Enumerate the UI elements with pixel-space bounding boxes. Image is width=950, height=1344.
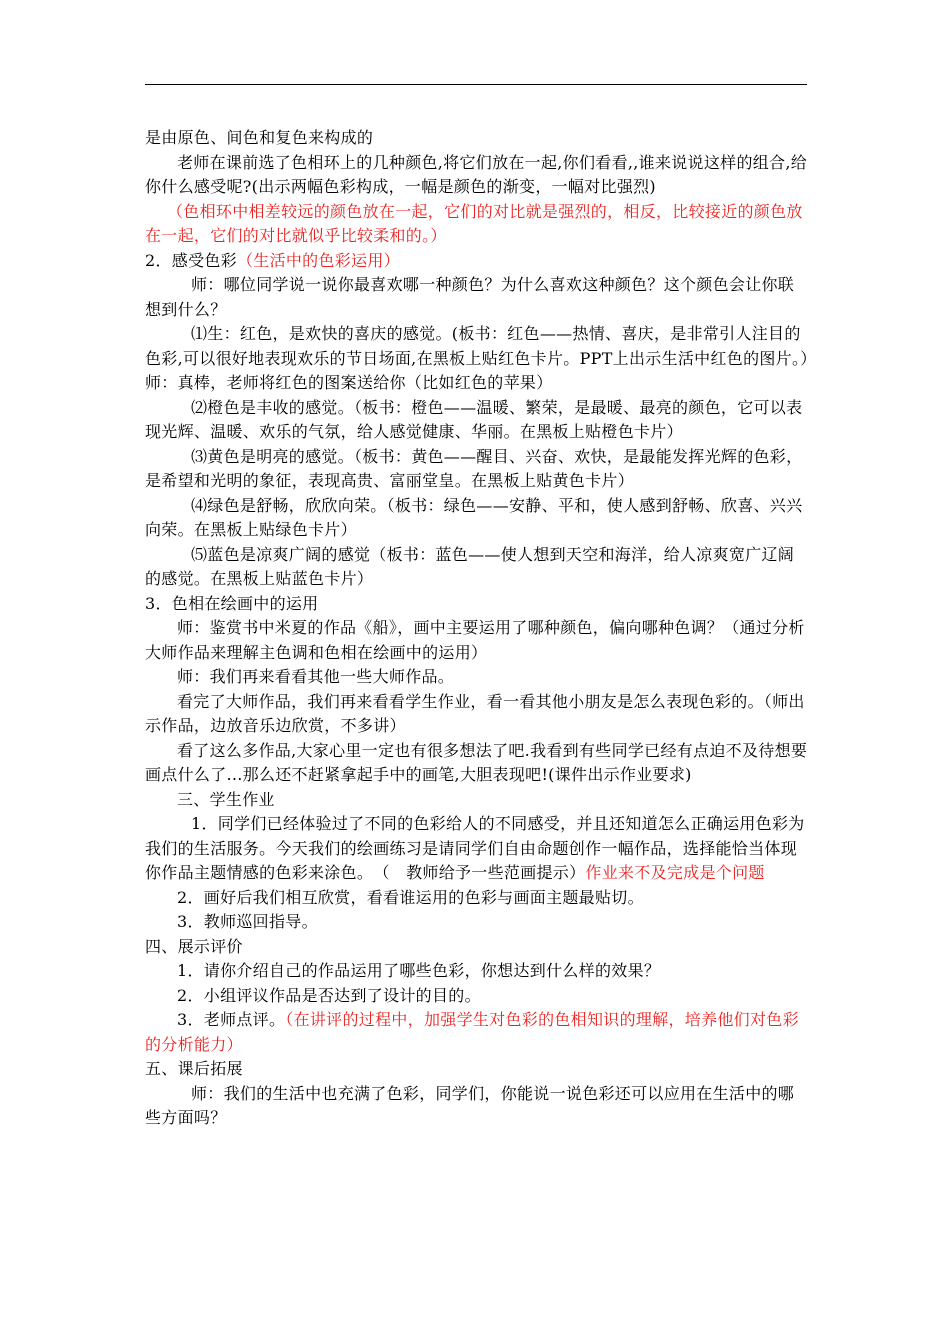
section-heading: 四、展示评价 [145, 936, 243, 956]
paragraph [145, 812, 809, 886]
paragraph: 是由原色、间色和复色来构成的 [145, 128, 374, 147]
teacher-note: （色相环中相差较远的颜色放在一起，它们的对比就是强烈的，相反，比较接近的颜色放在一起，它们的对比就似乎比较柔和的。） [145, 201, 803, 245]
document-body [145, 126, 809, 1131]
paragraph: 2．小组评议作品是否达到了设计的目的。 [177, 985, 481, 1005]
paragraph: ⑵橙色是丰收的感觉。（板书：橙色——温暖、繁荣，是最暖、最亮的颜色，它可以表现光辉、温暖、欢乐的气氛，给人感觉健康、华丽。在黑板上贴橙色卡片） [145, 397, 803, 441]
paragraph [145, 1008, 809, 1057]
paragraph: 3．教师巡回指导。 [177, 912, 318, 931]
paragraph: 师：我们的生活中也充满了色彩，同学们，你能说一说色彩还可以应用在生活中的哪些方面吗？ [145, 1083, 795, 1127]
teacher-note: （在讲评的过程中，加强学生对色彩的色相知识的理解，培养他们对色彩的分析能力） [145, 1010, 799, 1054]
paragraph-text: 3．老师点评。 [177, 1010, 286, 1029]
paragraph: ⑶黄色是明亮的感觉。（板书：黄色——醒目、兴奋、欢快，是最能发挥光辉的色彩，是希望和光明的象征，表现高贵、富丽堂皇。在黑板上贴黄色卡片） [145, 446, 803, 490]
paragraph: 看了这么多作品,大家心里一定也有很多想法了吧.我看到有些同学已经有点迫不及待想要画点什么了...那么还不赶紧拿起手中的画笔,大胆表现吧!(课件出示作业要求) [145, 740, 808, 784]
section-heading [145, 249, 809, 274]
paragraph: 2．画好后我们相互欣赏，看看谁运用的色彩与画面主题最贴切。 [177, 887, 644, 907]
paragraph: 师：我们再来看看其他一些大师作品。 [177, 667, 455, 686]
header-rule [145, 84, 807, 85]
paragraph: 1．请你介绍自己的作品运用了哪些色彩，你想达到什么样的效果？ [177, 961, 661, 980]
paragraph: 看完了大师作品，我们再来看看学生作业，看一看其他小朋友是怎么表现色彩的。（师出示作品，边放音乐边欣赏，不多讲） [145, 691, 805, 735]
teacher-note: （生活中的色彩运用） [236, 250, 400, 270]
heading-text: 2．感受色彩 [145, 250, 237, 270]
section-heading: 五、课后拓展 [145, 1059, 243, 1078]
teacher-note: 作业来不及完成是个问题 [585, 863, 765, 882]
section-heading: 3．色相在绘画中的运用 [145, 593, 319, 613]
paragraph: ⑷绿色是舒畅，欣欣向荣。（板书：绿色——安静、平和，使人感到舒畅、欣喜、兴兴向荣。在黑板上贴绿色卡片） [145, 495, 803, 539]
section-heading: 三、学生作业 [177, 789, 275, 809]
paragraph: ⑸蓝色是凉爽广阔的感觉（板书：蓝色——使人想到天空和海洋，给人凉爽宽广辽阔的感觉。在黑板上贴蓝色卡片） [145, 544, 795, 588]
paragraph: 师：鉴赏书中米夏的作品《船》，画中主要运用了哪种颜色，偏向哪种色调？（通过分析大师作品来理解主色调和色相在绘画中的运用） [145, 618, 805, 662]
paragraph: 师：哪位同学说一说你最喜欢哪一种颜色？为什么喜欢这种颜色？这个颜色会让你联想到什么？ [145, 275, 795, 319]
paragraph: ⑴生：红色，是欢快的喜庆的感觉。(板书：红色——热情、喜庆，是非常引人注目的色彩,可以很好地表现欢乐的节日场面,在黑板上贴红色卡片。PPT上出示生活中红色的图片。）师：真棒，老师将红色的图案送给你（比如红色的苹果） [145, 324, 809, 392]
paragraph-text: 1．同学们已经体验过了不同的色彩给人的不同感受，并且还知道怎么正确运用色彩为我们的生活服务。今天我们的绘画练习是请同学们自由命题创作一幅作品，选择能恰当体现你作品主题情感的色彩来涂色。 （ 教师给予一些范画提示） [145, 814, 805, 882]
paragraph: 老师在课前选了色相环上的几种颜色,将它们放在一起,你们看看,,谁来说说这样的组合,给你什么感受呢?(出示两幅色彩构成，一幅是颜色的渐变，一幅对比强烈) [145, 152, 808, 196]
